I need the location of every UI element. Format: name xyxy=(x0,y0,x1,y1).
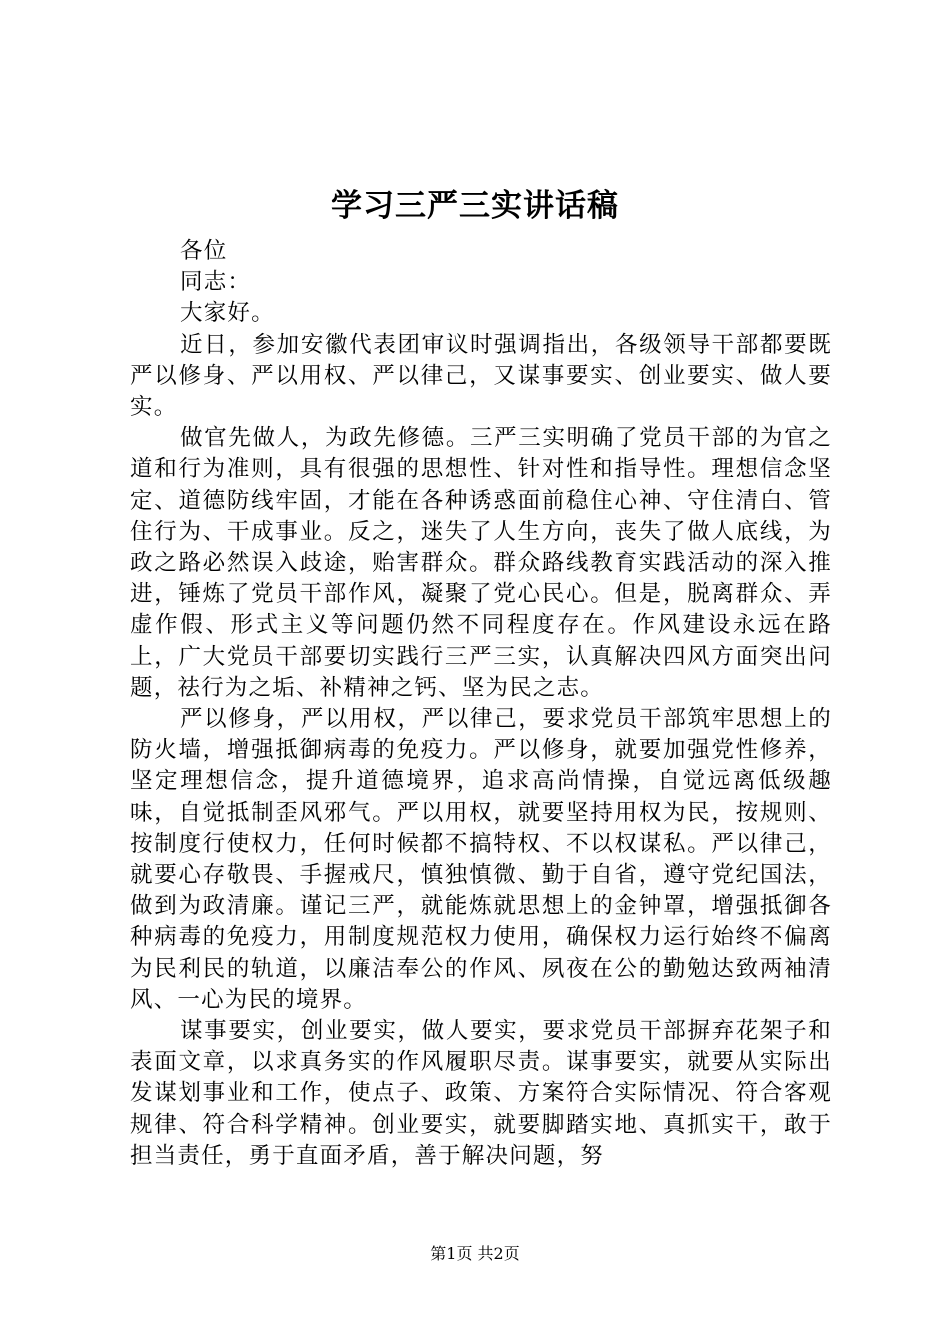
document-body xyxy=(130,236,832,1172)
body-paragraph: 严以修身，严以用权，严以律己，要求党员干部筑牢思想上的防火墙，增强抵御病毒的免疫力。严以修身，就要加强党性修养，坚定理想信念，提升道德境界，追求高尚情操，自觉远离低级趣味，自觉抵制歪风邪气。严以用权，就要坚持用权为民，按规则、按制度行使权力，任何时候都不搞特权、不以权谋私。严以律己，就要心存敬畏、手握戒尺，慎独慎微、勤于自省，遵守党纪国法，做到为政清廉。谨记三严，就能炼就思想上的金钟罩，增强抵御各种病毒的免疫力，用制度规范权力使用，确保权力运行始终不偏离为民利民的轨道，以廉洁奉公的作风、夙夜在公的勤勉达致两袖清风、一心为民的境界。 xyxy=(130,706,832,1013)
salutation-line-2: 同志： xyxy=(180,269,252,296)
page-footer: 第1页 共2页 xyxy=(430,1244,520,1263)
document-title: 学习三严三实讲话稿 xyxy=(331,188,619,224)
body-paragraph: 近日，参加安徽代表团审议时强调指出，各级领导干部都要既严以修身、严以用权、严以律己，又谋事要实、创业要实、做人要实。 xyxy=(130,331,832,421)
body-paragraph: 谋事要实，创业要实，做人要实，要求党员干部摒弃花架子和表面文章，以求真务实的作风履职尽责。谋事要实，就要从实际出发谋划事业和工作，使点子、政策、方案符合实际情况、符合客观规律、符合科学精神。创业要实，就要脚踏实地、真抓实干，敢于担当责任，勇于直面矛盾，善于解决问题，努 xyxy=(130,1018,832,1169)
salutation-line-1: 各位 xyxy=(180,238,228,264)
greeting-line: 大家好。 xyxy=(180,300,275,327)
body-paragraph: 做官先做人，为政先修德。三严三实明确了党员干部的为官之道和行为准则，具有很强的思想性、针对性和指导性。理想信念坚定、道德防线牢固，才能在各种诱惑面前稳住心神、守住清白、管住行为、干成事业。反之，迷失了人生方向，丧失了做人底线，为政之路必然误入歧途，贻害群众。群众路线教育实践活动的深入推进，锤炼了党员干部作风，凝聚了党心民心。但是，脱离群众、弄虚作假、形式主义等问题仍然不同程度存在。作风建设永远在路上，广大党员干部要切实践行三严三实，认真解决四风方面突出问题，祛行为之垢、补精神之钙、坚为民之志。 xyxy=(130,425,832,701)
